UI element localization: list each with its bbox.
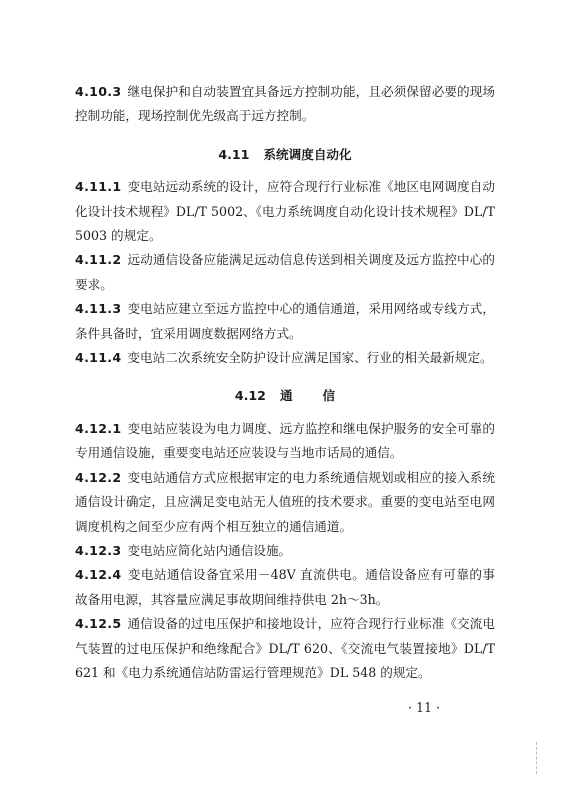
clause-number: 4.12.3 — [75, 542, 122, 558]
clause-4-12-4 — [75, 563, 495, 612]
clause-4-11-2 — [75, 248, 495, 297]
clause-number: 4.11.2 — [75, 252, 122, 268]
scan-edge-mark — [536, 742, 538, 774]
clause-number: 4.10.3 — [75, 84, 122, 99]
clause-4-12-1 — [75, 417, 495, 466]
section-title: 系统调度自动化 — [263, 146, 352, 162]
clause-4-12-2 — [75, 466, 495, 539]
clause-number: 4.12.2 — [75, 469, 122, 485]
clause-text: 变电站应简化站内通信设施。 — [127, 542, 292, 558]
clause-number: 4.12.4 — [75, 567, 122, 583]
clause-text: 变电站应装设为电力调度、远方监控和继电保护服务的安全可靠的专用通信设施，重要变电站还应装设与当地市话局的通信。 — [75, 420, 495, 461]
clause-text: 变电站远动系统的设计，应符合现行行业标准《地区电网调度自动化设计技术规程》DL/T 5002、《电力系统调度自动化设计技术规程》DL/T 5003 的规定。 — [75, 179, 495, 244]
clause-number: 4.12.1 — [75, 420, 122, 436]
clause-4-11-3 — [75, 297, 495, 346]
clause-text: 通信设备的过电压保护和接地设计，应符合现行行业标准《交流电气装置的过电压保护和绝缘配合》DL/T 620、《交流电气装置接地》DL/T 621 和《电力系统通信站防雷运行管理规范》DL 548 的规定。 — [75, 616, 495, 680]
clause-4-11-4 — [75, 346, 495, 370]
page-number: · 11 · — [408, 700, 441, 715]
section-heading-4-11 — [75, 143, 495, 167]
section-heading-4-12 — [75, 384, 495, 408]
clause-4-11-1 — [75, 175, 495, 248]
section-number: 4.12 — [234, 388, 266, 404]
clause-text: 继电保护和自动装置宜具备远方控制功能，且必须保留必要的现场控制功能，现场控制优先级高于远方控制。 — [75, 84, 495, 124]
clause-number: 4.11.4 — [75, 350, 122, 366]
clause-text: 变电站应建立至远方监控中心的通信通道，采用网络或专线方式，条件具备时，宜采用调度数据网络方式。 — [75, 301, 495, 341]
clause-text: 变电站二次系统安全防护设计应满足国家、行业的相关最新规定。 — [127, 350, 493, 366]
clause-number: 4.11.1 — [75, 179, 122, 195]
clause-4-12-5 — [75, 612, 495, 685]
clause-text: 变电站通信方式应根据审定的电力系统通信规划或相应的接入系统通信设计确定，且应满足变电站无人值班的技术要求。重要的变电站至电网调度机构之间至少应有两个相互独立的通信通道。 — [75, 469, 495, 534]
clause-4-12-3 — [75, 539, 495, 563]
section-title: 通信 — [279, 388, 366, 404]
clause-text: 远动通信设备应能满足远动信息传送到相关调度及远方监控中心的要求。 — [75, 252, 495, 292]
clause-number: 4.12.5 — [75, 616, 122, 632]
clause-number: 4.11.3 — [75, 301, 122, 317]
clause-4-10-3 — [75, 80, 495, 129]
clause-text: 变电站通信设备宜采用－48V 直流供电。通信设备应有可靠的事故备用电源，其容量应满足事故期间维持供电 2h～3h。 — [75, 567, 495, 607]
section-number: 4.11 — [218, 146, 250, 162]
document-body — [75, 80, 495, 685]
